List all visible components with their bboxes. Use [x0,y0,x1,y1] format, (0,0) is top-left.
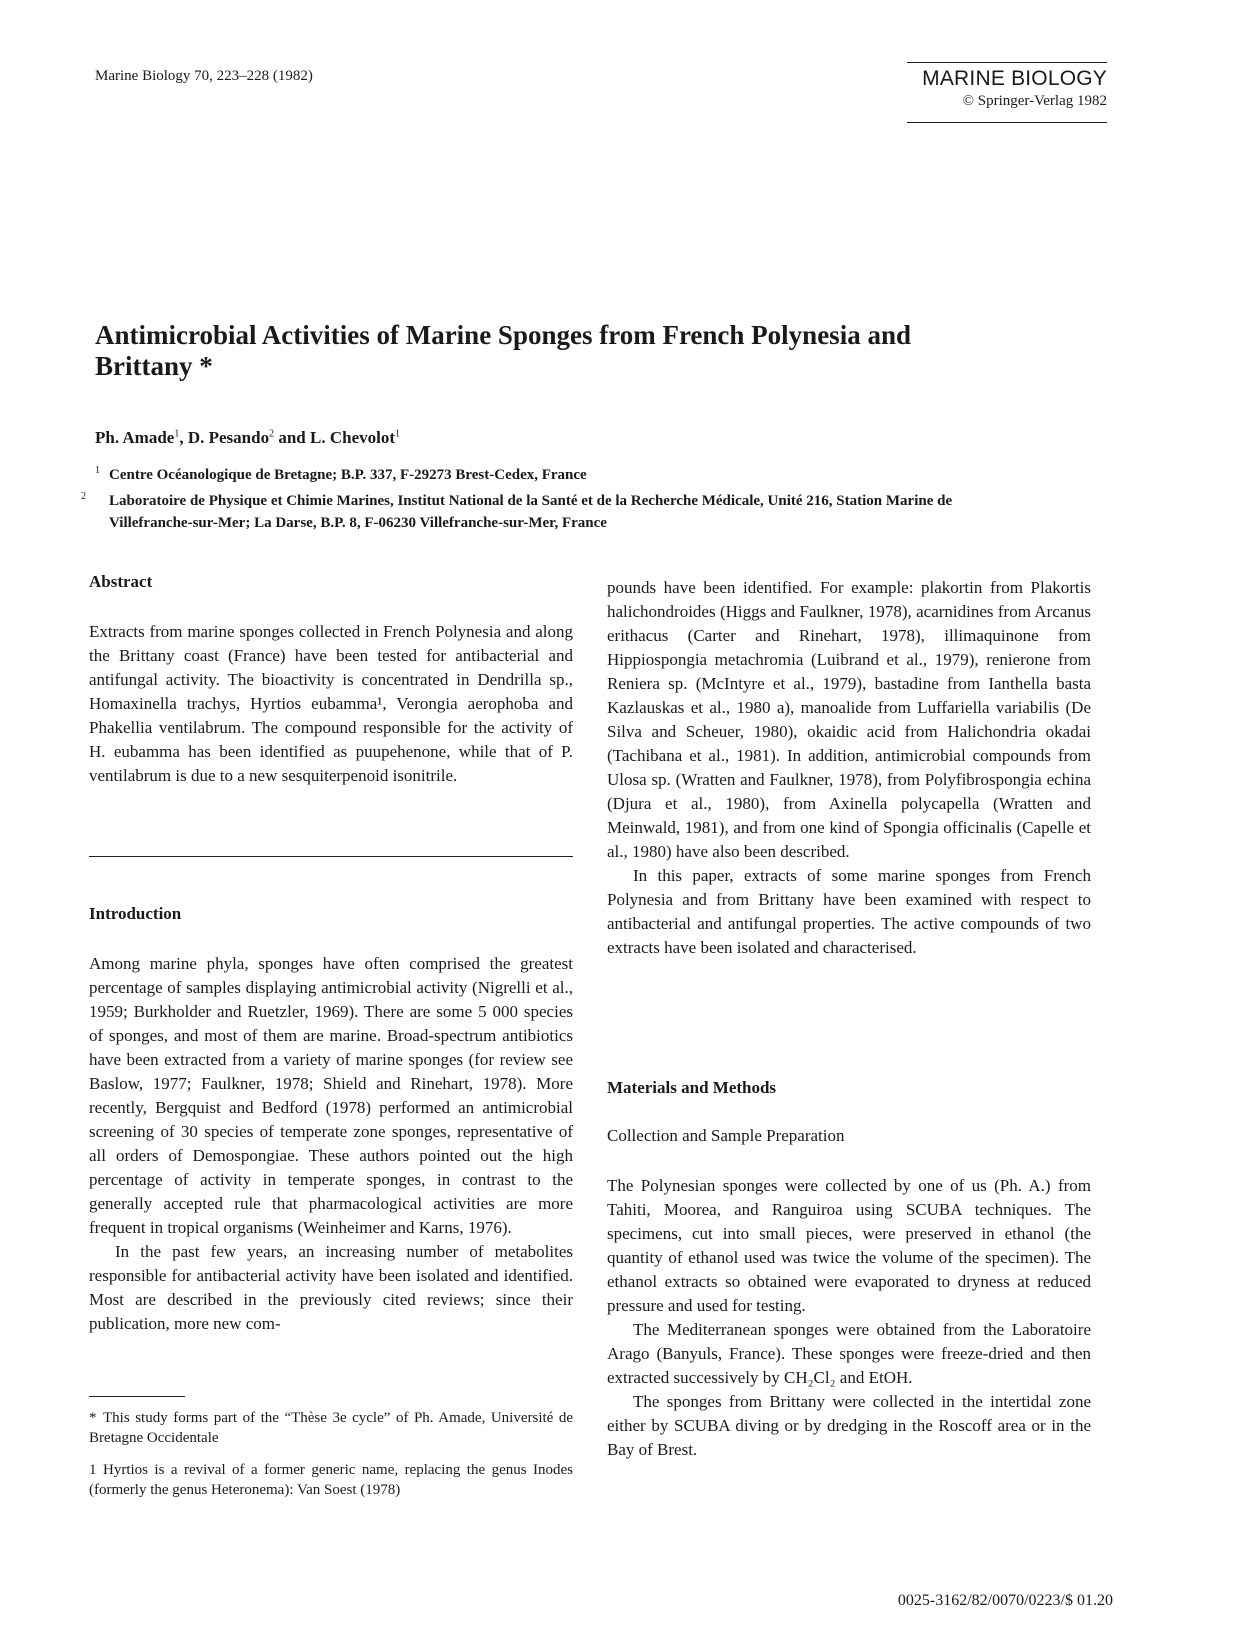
footnote-text: This study forms part of the “Thèse 3e cycle” of Ph. Amade, Université de Bretagne Occidentale [89,1410,573,1446]
footnote-2 [89,1460,573,1500]
footnote-mark: 1 [89,1462,97,1478]
author-separator: and [274,428,310,447]
footnote-mark: * [89,1410,97,1426]
methods-paragraph: The Polynesian sponges were collected by one of us (Ph. A.) from Tahiti, Moorea, and Ranguiroa using SCUBA techniques. The specimens, cut into small pieces, were preserved in ethanol (the quantity of ethanol used was twice the volume of the specimen). The ethanol extracts so obtained were evaporated to dryness at reduced pressure and used for testing. [607,1176,1091,1315]
author-name: L. Chevolot [310,428,395,447]
author-affiliation-mark: 2 [269,428,275,440]
author-affiliation-mark: 1 [174,428,180,440]
footnote-divider [89,1396,185,1397]
abstract-text: Extracts from marine sponges collected in French Polynesia and along the Brittany coast (France) have been tested for antibacterial and antifungal activity. The bioactivity is concentrated in Dendrilla sp., Homaxinella trachys, Hyrtios eubamma¹, Verongia aerophoba and Phakellia ventilabrum. The compound responsible for the activity of H. eubamma has been identified as puupehenone, while that of P. ventilabrum is due to a new sesquiterpenoid isonitrile. [89,622,573,785]
author-list [95,428,400,448]
introduction-paragraph: pounds have been identified. For example: plakortin from Plakortis halichondroides (Higgs and Faulkner, 1978), acarnidines from Arcanus erithacus (Carter and Rinehart, 1978), illimaquinone from Hippiospongia metachromia (Luibrand et al., 1979), renierone from Reniera sp. (McIntyre et al., 1979), bastadine from Ianthella basta Kazlauskas et al., 1980 a), manoalide from Luffariella variabilis (De Silva and Scheuer, 1980), okaidic acid from Halichondria okadai (Tachibana et al., 1981). In addition, antimicrobial compounds from Ulosa sp. (Wratten and Faulkner, 1978), from Polyfibrospongia echina (Djura et al., 1980), from Axinella polycapella (Wratten and Meinwald, 1981), and from one kind of Spongia officinalis (Capelle et al., 1980) have also been described. [607,578,1091,861]
footnote-text: Hyrtios is a revival of a former generic name, replacing the genus Inodes (formerly the genus Heteronema): Van Soest (1978) [89,1462,573,1498]
journal-citation: Marine Biology 70, 223–228 (1982) [95,68,313,84]
introduction-paragraph: In this paper, extracts of some marine sponges from French Polynesia and from Brittany have been examined with respect to antibacterial and antifungal properties. The active compounds of two extracts have been isolated and characterised. [607,866,1091,957]
introduction-heading: Introduction [89,904,182,923]
affiliation-1 [95,460,995,486]
affiliation-text: Laboratoire de Physique et Chimie Marines, Institut National de la Santé et de la Recherche Médicale, Unité 216, Station Marine de Villefranche-sur-Mer; La Darse, B.P. 8, F-06230 Villefranche-sur-Mer, France [109,493,953,531]
article-code: 0025-3162/82/0070/0223/$ 01.20 [897,1592,1113,1609]
abstract-heading: Abstract [89,572,153,591]
introduction-body [89,952,573,1336]
affiliation-mark: 2 [81,491,86,502]
methods-paragraph: The sponges from Brittany were collected in the intertidal zone either by SCUBA diving or by dredging in the Roscoff area or in the Bay of Brest. [607,1392,1091,1459]
author-name: Ph. Amade [95,428,175,447]
journal-name: MARINE BIOLOGY [922,67,1107,90]
affiliation-mark: 1 [95,465,100,476]
author-affiliation-mark: 1 [395,428,400,440]
methods-subheading: Collection and Sample Preparation [607,1126,845,1145]
affiliation-2 [81,486,969,534]
copyright-notice: © Springer-Verlag 1982 [962,93,1107,109]
introduction-paragraph: In the past few years, an increasing number of metabolites responsible for antibacterial activity have been isolated and identified. Most are described in the previously cited reviews; since their publication, more new com- [89,1242,573,1333]
journal-block [907,62,1107,123]
methods-paragraph: The Mediterranean sponges were obtained from the Laboratoire Arago (Banyuls, France). These sponges were freeze-dried and then extracted successively by CH₂Cl₂ and EtOH. [607,1320,1091,1387]
methods-heading: Materials and Methods [607,1078,777,1097]
journal-rule-bottom [907,122,1107,123]
article-title: Antimicrobial Activities of Marine Sponges from French Polynesia and Brittany * [95,320,911,381]
journal-rule-top [907,62,1107,63]
affiliation-text: Centre Océanologique de Bretagne; B.P. 337, F-29273 Brest-Cedex, France [109,467,587,483]
author-separator: , [179,428,188,447]
abstract-divider [89,856,573,857]
introduction-continued [607,576,1091,960]
author-name: D. Pesando [187,428,270,447]
footnote-1 [89,1408,573,1448]
methods-body [607,1174,1091,1462]
introduction-paragraph: Among marine phyla, sponges have often comprised the greatest percentage of samples displaying antimicrobial activity (Nigrelli et al., 1959; Burkholder and Ruetzler, 1969). There are some 5 000 species of sponges, and most of them are marine. Broad-spectrum antibiotics have been extracted from a variety of marine sponges (for review see Baslow, 1977; Faulkner, 1978; Shield and Rinehart, 1978). More recently, Bergquist and Bedford (1978) performed an antimicrobial screening of 30 species of temperate zone sponges, representative of all orders of Demospongiae. These authors pointed out the high percentage of activity in temperate sponges, in contrast to the generally accepted rule that pharmacological activities are more frequent in tropical organisms (Weinheimer and Karns, 1976). [89,954,573,1237]
abstract-body [89,620,573,788]
